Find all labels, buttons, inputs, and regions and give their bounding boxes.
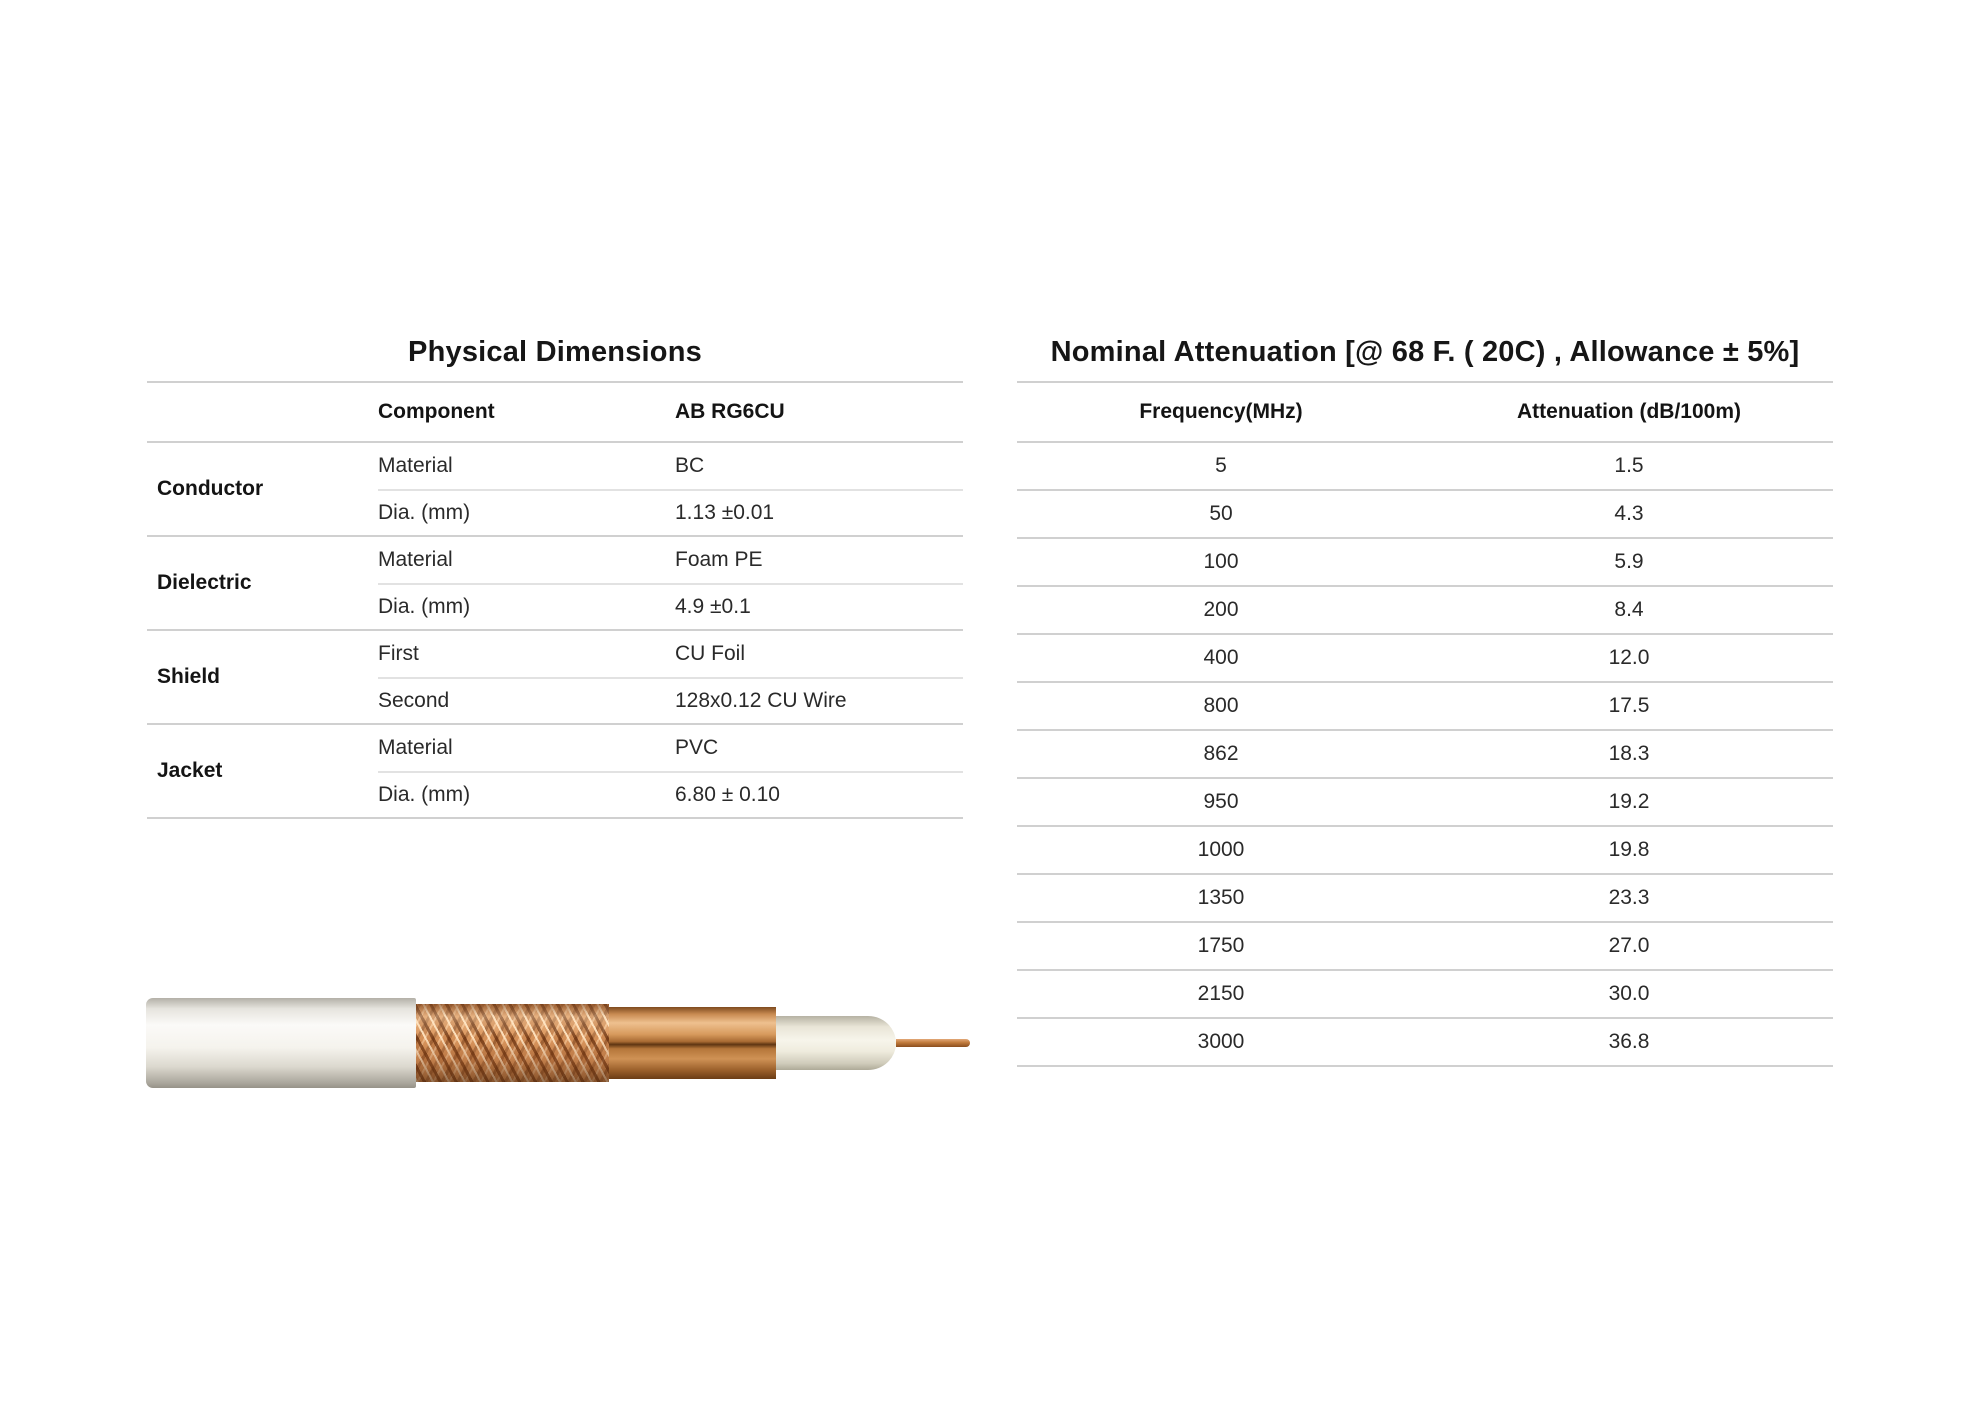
attenuation-row (1017, 1019, 1833, 1067)
attenuation-row (1017, 923, 1833, 971)
spec-row (378, 489, 963, 535)
frequency-value: 400 (1203, 646, 1239, 669)
spec-group-shield (147, 631, 963, 725)
frequency-value: 5 (1215, 454, 1227, 477)
attenuation-header-row (1017, 381, 1833, 443)
spec-group-jacket (147, 725, 963, 819)
spec-group-conductor (147, 443, 963, 537)
frequency-value: 950 (1203, 790, 1239, 813)
attenuation-value: 18.3 (1608, 742, 1650, 765)
coax-cable-photo (146, 996, 970, 1090)
spec-property: Dia. (mm) (378, 595, 471, 618)
spec-value: CU Foil (675, 642, 746, 665)
spec-value: 1.13 ±0.01 (675, 501, 775, 524)
attenuation-table-body (1017, 443, 1833, 1067)
attenuation-value: 8.4 (1614, 598, 1644, 621)
header-frequency: Frequency(MHz) (1139, 400, 1303, 423)
attenuation-value: 19.2 (1608, 790, 1650, 813)
spec-property: Material (378, 736, 453, 759)
spec-value: 128x0.12 CU Wire (675, 689, 847, 712)
frequency-value: 3000 (1197, 1030, 1245, 1053)
attenuation-value: 19.8 (1608, 838, 1650, 861)
cable-braid-shield (416, 1004, 609, 1082)
group-label: Shield (157, 665, 221, 688)
physical-dimensions-table (147, 381, 963, 819)
group-label: Jacket (157, 759, 223, 782)
frequency-value: 800 (1203, 694, 1239, 717)
attenuation-value: 12.0 (1608, 646, 1650, 669)
frequency-value: 1350 (1197, 886, 1245, 909)
nominal-attenuation-title: Nominal Attenuation [@ 68 F. ( 20C) , Allowance ± 5%] (1050, 336, 1800, 368)
spec-row (378, 631, 963, 677)
group-label: Conductor (157, 477, 264, 500)
spec-row (378, 677, 963, 723)
attenuation-row (1017, 635, 1833, 683)
physical-dimensions-header-row (147, 381, 963, 443)
spec-group-dielectric (147, 537, 963, 631)
physical-dimensions-title: Physical Dimensions (408, 336, 702, 368)
spec-row (378, 537, 963, 583)
attenuation-row (1017, 731, 1833, 779)
spec-property: Dia. (mm) (378, 501, 471, 524)
spec-value: PVC (675, 736, 719, 759)
spec-row (378, 583, 963, 629)
cable-dielectric (776, 1016, 896, 1070)
header-attenuation: Attenuation (dB/100m) (1516, 400, 1741, 423)
attenuation-row (1017, 587, 1833, 635)
header-component: Component (378, 400, 495, 423)
spec-value: 6.80 ± 0.10 (675, 783, 780, 806)
attenuation-value: 5.9 (1614, 550, 1644, 573)
frequency-value: 862 (1203, 742, 1239, 765)
spec-value: 4.9 ±0.1 (675, 595, 751, 618)
attenuation-row (1017, 779, 1833, 827)
cable-foil-shield (609, 1007, 776, 1079)
frequency-value: 100 (1203, 550, 1239, 573)
spec-property: Material (378, 548, 453, 571)
attenuation-row (1017, 683, 1833, 731)
attenuation-value: 1.5 (1614, 454, 1644, 477)
attenuation-row (1017, 875, 1833, 923)
cable-center-conductor (896, 1039, 970, 1047)
attenuation-row (1017, 443, 1833, 491)
spec-property: Dia. (mm) (378, 783, 471, 806)
spec-property: First (378, 642, 419, 665)
attenuation-value: 17.5 (1608, 694, 1650, 717)
frequency-value: 1000 (1197, 838, 1245, 861)
attenuation-value: 23.3 (1608, 886, 1650, 909)
attenuation-row (1017, 539, 1833, 587)
attenuation-value: 30.0 (1608, 982, 1650, 1005)
spec-value: Foam PE (675, 548, 763, 571)
spec-property: Material (378, 454, 453, 477)
frequency-value: 200 (1203, 598, 1239, 621)
attenuation-row (1017, 827, 1833, 875)
spec-property: Second (378, 689, 450, 712)
attenuation-row (1017, 491, 1833, 539)
header-model: AB RG6CU (675, 400, 785, 423)
spec-row (378, 725, 963, 771)
spec-row (378, 771, 963, 817)
attenuation-value: 36.8 (1608, 1030, 1650, 1053)
group-label: Dielectric (157, 571, 252, 594)
attenuation-value: 27.0 (1608, 934, 1650, 957)
frequency-value: 50 (1209, 502, 1233, 525)
spec-row (378, 443, 963, 489)
frequency-value: 2150 (1197, 982, 1245, 1005)
nominal-attenuation-table (1017, 381, 1833, 1067)
attenuation-row (1017, 971, 1833, 1019)
attenuation-value: 4.3 (1614, 502, 1644, 525)
cable-jacket (146, 998, 416, 1088)
frequency-value: 1750 (1197, 934, 1245, 957)
spec-value: BC (675, 454, 705, 477)
